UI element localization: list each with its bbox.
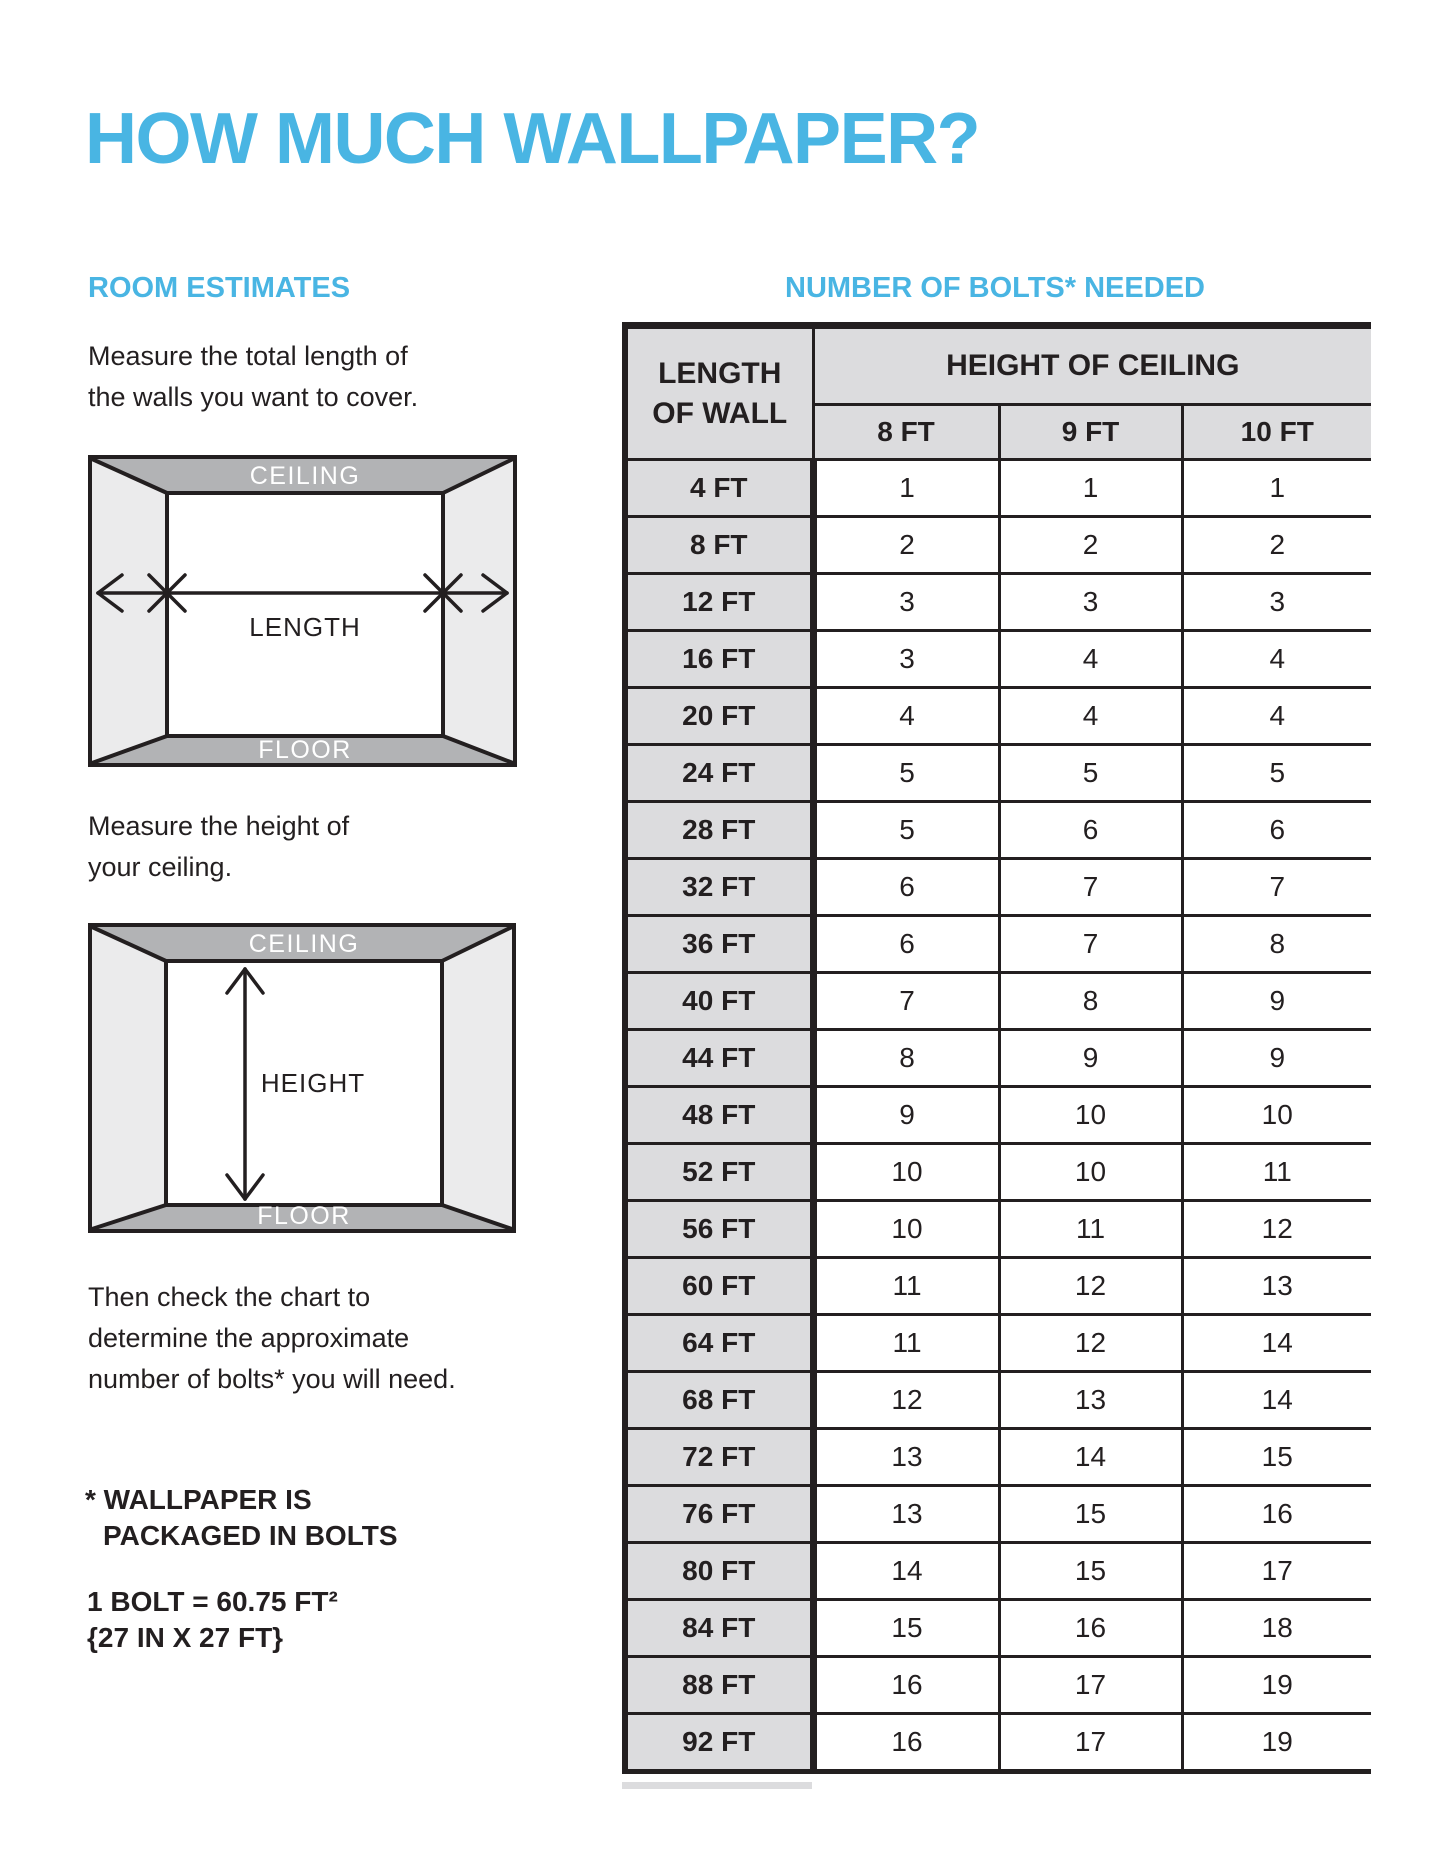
- row-length-cell: 56 FT: [625, 1201, 813, 1258]
- row-length-cell: 44 FT: [625, 1030, 813, 1087]
- bolt-count-cell: 19: [1182, 1657, 1371, 1714]
- bolt-count-cell: 14: [1182, 1372, 1371, 1429]
- right-wall-panel: [443, 459, 513, 763]
- bolt-count-cell: 12: [999, 1315, 1182, 1372]
- bolt-count-cell: 2: [813, 517, 999, 574]
- row-length-cell: 8 FT: [625, 517, 813, 574]
- instruction-line: determine the approximate: [88, 1323, 410, 1353]
- bolt-count-cell: 5: [813, 745, 999, 802]
- table-row: [625, 1714, 1371, 1772]
- bolt-count-cell: 11: [999, 1201, 1182, 1258]
- bolts-needed-heading: NUMBER OF BOLTS* NEEDED: [785, 272, 1205, 304]
- bolt-count-cell: 11: [813, 1315, 999, 1372]
- table-row: [625, 916, 1371, 973]
- floor-label: FLOOR: [258, 736, 352, 764]
- bolt-count-cell: 9: [1182, 1030, 1371, 1087]
- bolt-count-cell: 3: [1182, 574, 1371, 631]
- bolt-count-cell: 13: [999, 1372, 1182, 1429]
- ceiling-label: CEILING: [248, 930, 360, 958]
- footnote-line: PACKAGED IN BOLTS: [103, 1520, 398, 1551]
- bolt-count-cell: 10: [1182, 1087, 1371, 1144]
- left-wall-panel: [92, 459, 167, 763]
- instruction-line: your ceiling.: [88, 852, 233, 882]
- table-row: [625, 574, 1371, 631]
- bolt-count-cell: 10: [999, 1087, 1182, 1144]
- bolt-count-cell: 8: [813, 1030, 999, 1087]
- table-row: [625, 1315, 1371, 1372]
- bolt-count-cell: 14: [1182, 1315, 1371, 1372]
- bolt-count-cell: 15: [1182, 1429, 1371, 1486]
- bolt-count-cell: 3: [813, 631, 999, 688]
- bolt-count-cell: 10: [999, 1144, 1182, 1201]
- row-length-cell: 24 FT: [625, 745, 813, 802]
- bolt-count-cell: 19: [1182, 1714, 1371, 1772]
- room-estimates-heading: ROOM ESTIMATES: [88, 272, 351, 304]
- table-row: [625, 1372, 1371, 1429]
- ceiling-label: CEILING: [249, 462, 361, 490]
- bolts-needed-table: [622, 322, 1371, 1774]
- table-row: [625, 1486, 1371, 1543]
- table-header-row: [625, 326, 1371, 405]
- bolt-count-cell: 4: [813, 688, 999, 745]
- bolt-count-cell: 9: [999, 1030, 1182, 1087]
- bolt-count-cell: 16: [813, 1714, 999, 1772]
- table-row: [625, 745, 1371, 802]
- height-of-ceiling-header: HEIGHT OF CEILING: [813, 326, 1371, 405]
- bolt-count-cell: 4: [1182, 631, 1371, 688]
- bolt-count-cell: 11: [813, 1258, 999, 1315]
- asterisk: *: [85, 1484, 96, 1515]
- bolt-count-cell: 4: [999, 688, 1182, 745]
- bolt-count-cell: 2: [999, 517, 1182, 574]
- table-row: [625, 973, 1371, 1030]
- table-row: [625, 1030, 1371, 1087]
- bolt-count-cell: 13: [813, 1486, 999, 1543]
- bolt-count-cell: 9: [813, 1087, 999, 1144]
- instruction-check-chart: [88, 1277, 456, 1400]
- instruction-line: Measure the height of: [88, 811, 350, 841]
- table-row: [625, 1258, 1371, 1315]
- instruction-line: Then check the chart to: [88, 1282, 371, 1312]
- bolt-count-cell: 4: [999, 631, 1182, 688]
- row-length-cell: 32 FT: [625, 859, 813, 916]
- row-length-cell: 36 FT: [625, 916, 813, 973]
- row-length-cell: 48 FT: [625, 1087, 813, 1144]
- bolt-size-spec: [87, 1584, 338, 1656]
- bolt-count-cell: 10: [813, 1201, 999, 1258]
- bolt-count-cell: 15: [999, 1543, 1182, 1600]
- row-length-cell: 12 FT: [625, 574, 813, 631]
- bolt-count-cell: 6: [813, 916, 999, 973]
- ceiling-8ft-header: 8 FT: [813, 405, 999, 460]
- row-length-cell: 52 FT: [625, 1144, 813, 1201]
- row-length-cell: 84 FT: [625, 1600, 813, 1657]
- bolt-count-cell: 17: [999, 1714, 1182, 1772]
- table-row: [625, 1543, 1371, 1600]
- table-row: [625, 859, 1371, 916]
- table-row: [625, 1087, 1371, 1144]
- bolt-count-cell: 14: [813, 1543, 999, 1600]
- bolt-count-cell: 1: [813, 460, 999, 517]
- bolt-count-cell: 13: [1182, 1258, 1371, 1315]
- bolt-count-cell: 14: [999, 1429, 1182, 1486]
- table-row: [625, 688, 1371, 745]
- bolt-count-cell: 15: [999, 1486, 1182, 1543]
- wallpaper-bolts-footnote: [85, 1482, 398, 1554]
- row-length-cell: 76 FT: [625, 1486, 813, 1543]
- row-length-cell: 92 FT: [625, 1714, 813, 1772]
- row-length-cell: 28 FT: [625, 802, 813, 859]
- bolt-spec-line: 1 BOLT = 60.75 FT²: [87, 1586, 338, 1617]
- table-left-column-overhang: [622, 1782, 812, 1789]
- table-row: [625, 1429, 1371, 1486]
- row-length-cell: 4 FT: [625, 460, 813, 517]
- bolt-count-cell: 1: [999, 460, 1182, 517]
- bolts-table: [622, 322, 1371, 1774]
- bolt-count-cell: 11: [1182, 1144, 1371, 1201]
- table-row: [625, 1201, 1371, 1258]
- instruction-measure-length: [88, 336, 418, 418]
- bolt-count-cell: 7: [1182, 859, 1371, 916]
- table-row: [625, 631, 1371, 688]
- instruction-line: number of bolts* you will need.: [88, 1364, 456, 1394]
- table-row: [625, 1657, 1371, 1714]
- instruction-line: Measure the total length of: [88, 341, 408, 371]
- right-wall-panel: [442, 927, 512, 1229]
- row-length-cell: 40 FT: [625, 973, 813, 1030]
- length-of-wall-header: LENGTH OF WALL: [625, 326, 813, 460]
- bolt-count-cell: 3: [813, 574, 999, 631]
- bolt-count-cell: 1: [1182, 460, 1371, 517]
- bolt-count-cell: 6: [1182, 802, 1371, 859]
- bolt-count-cell: 3: [999, 574, 1182, 631]
- row-length-cell: 88 FT: [625, 1657, 813, 1714]
- length-dimension-label: LENGTH: [249, 612, 361, 642]
- row-length-cell: 68 FT: [625, 1372, 813, 1429]
- bolt-count-cell: 17: [999, 1657, 1182, 1714]
- instruction-line: the walls you want to cover.: [88, 382, 419, 412]
- page-title: HOW MUCH WALLPAPER?: [85, 99, 980, 179]
- table-row: [625, 802, 1371, 859]
- table-row: [625, 460, 1371, 517]
- bolt-count-cell: 5: [1182, 745, 1371, 802]
- bolt-count-cell: 6: [813, 859, 999, 916]
- bolt-count-cell: 8: [1182, 916, 1371, 973]
- table-row: [625, 1144, 1371, 1201]
- bolt-count-cell: 4: [1182, 688, 1371, 745]
- floor-label: FLOOR: [257, 1202, 351, 1230]
- row-length-cell: 16 FT: [625, 631, 813, 688]
- footnote-line: * WALLPAPER IS: [85, 1484, 312, 1515]
- height-dimension-label: HEIGHT: [260, 1068, 366, 1098]
- bolt-spec-line: {27 IN X 27 FT}: [87, 1622, 284, 1653]
- bolt-count-cell: 15: [813, 1600, 999, 1657]
- bolt-count-cell: 7: [999, 859, 1182, 916]
- left-wall-panel: [92, 927, 166, 1229]
- bolt-count-cell: 13: [813, 1429, 999, 1486]
- bolt-count-cell: 7: [813, 973, 999, 1030]
- room-length-diagram: [88, 455, 517, 767]
- bolt-count-cell: 12: [999, 1258, 1182, 1315]
- bolt-count-cell: 16: [999, 1600, 1182, 1657]
- bolt-count-cell: 5: [999, 745, 1182, 802]
- room-height-diagram: [88, 923, 516, 1233]
- bolt-count-cell: 16: [1182, 1486, 1371, 1543]
- ceiling-9ft-header: 9 FT: [999, 405, 1182, 460]
- bolt-count-cell: 8: [999, 973, 1182, 1030]
- table-row: [625, 1600, 1371, 1657]
- ceiling-10ft-header: 10 FT: [1182, 405, 1371, 460]
- bolt-count-cell: 6: [999, 802, 1182, 859]
- row-length-cell: 64 FT: [625, 1315, 813, 1372]
- bolt-count-cell: 18: [1182, 1600, 1371, 1657]
- bolt-count-cell: 17: [1182, 1543, 1371, 1600]
- bolt-count-cell: 12: [1182, 1201, 1371, 1258]
- bolt-count-cell: 5: [813, 802, 999, 859]
- table-row: [625, 517, 1371, 574]
- bolt-count-cell: 9: [1182, 973, 1371, 1030]
- bolt-count-cell: 7: [999, 916, 1182, 973]
- bolt-count-cell: 16: [813, 1657, 999, 1714]
- row-length-cell: 80 FT: [625, 1543, 813, 1600]
- bolt-count-cell: 10: [813, 1144, 999, 1201]
- instruction-measure-height: [88, 806, 349, 888]
- bolt-count-cell: 2: [1182, 517, 1371, 574]
- row-length-cell: 72 FT: [625, 1429, 813, 1486]
- row-length-cell: 20 FT: [625, 688, 813, 745]
- row-length-cell: 60 FT: [625, 1258, 813, 1315]
- bolt-count-cell: 12: [813, 1372, 999, 1429]
